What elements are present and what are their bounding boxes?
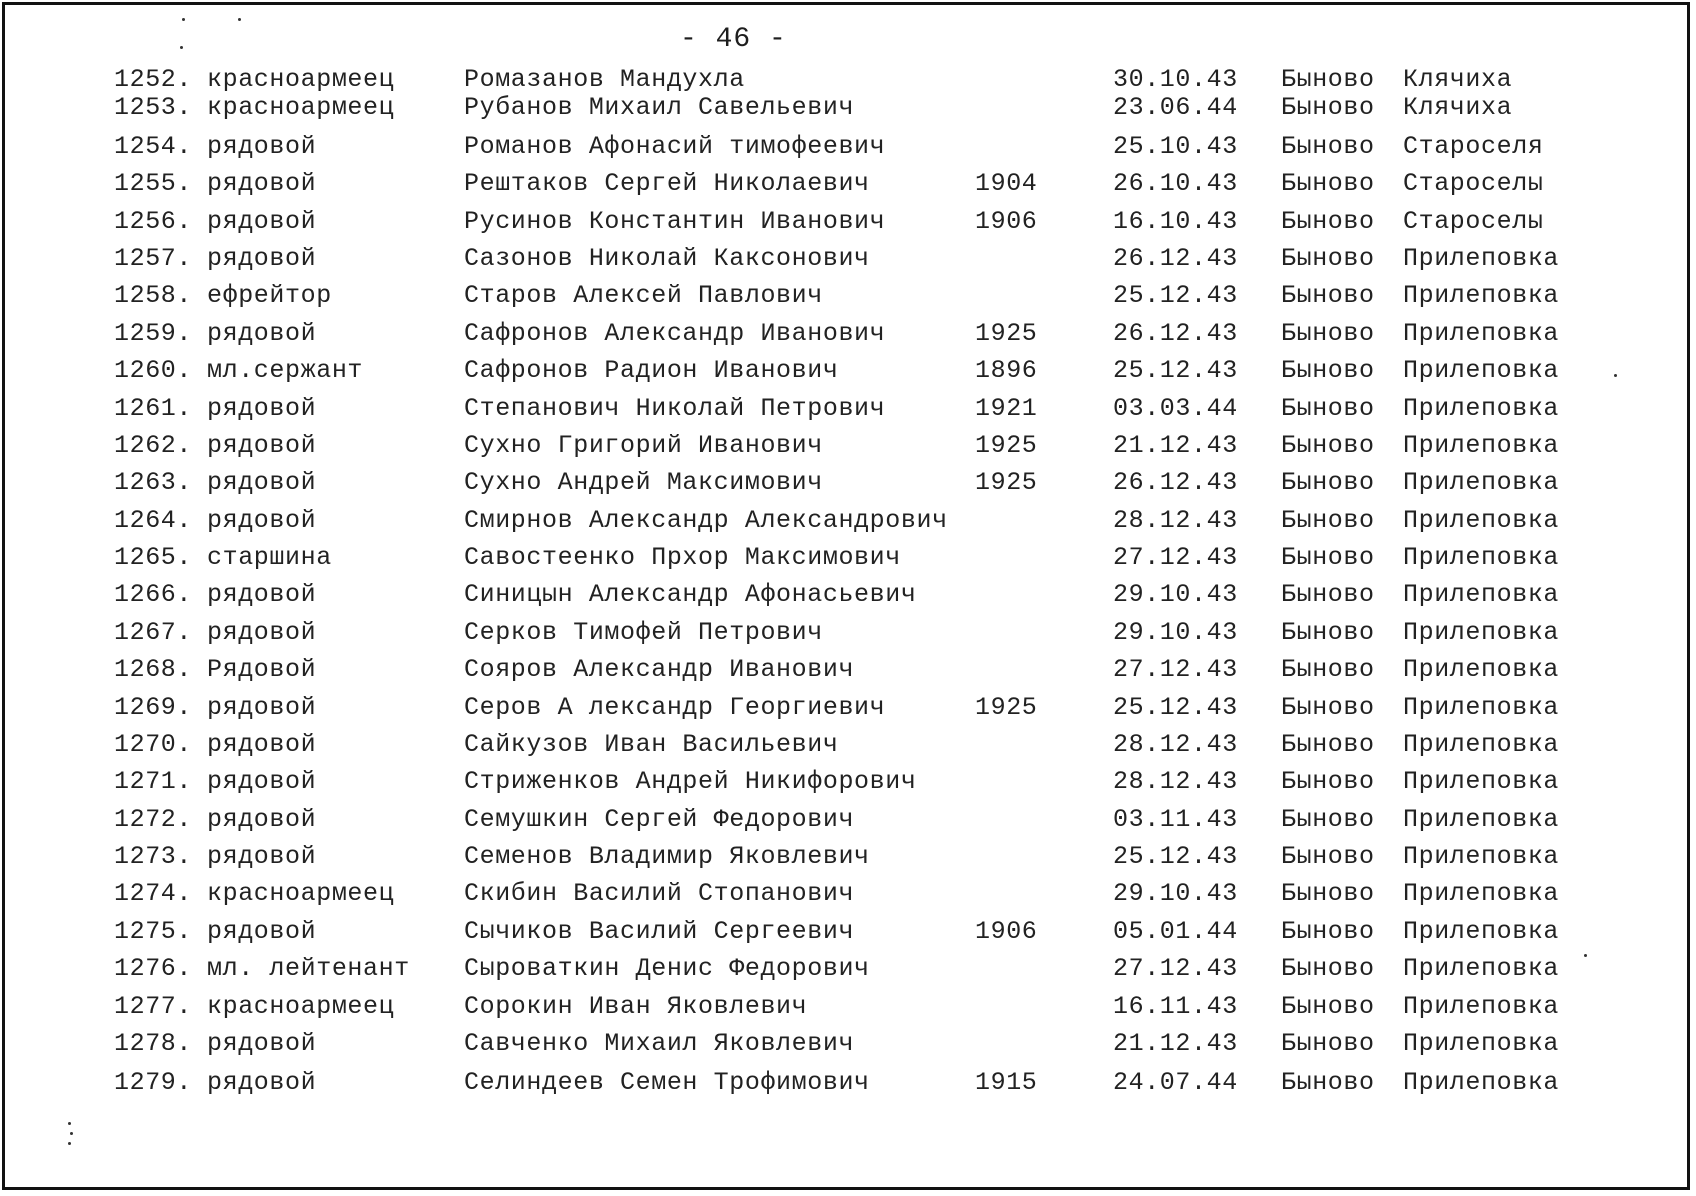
burial-place: Быново	[1281, 1029, 1375, 1058]
military-rank: старшина	[207, 543, 332, 572]
village: Прилеповка	[1403, 394, 1560, 423]
burial-place: Быново	[1281, 468, 1375, 497]
record-number: 1276.	[114, 954, 193, 983]
record-number: 1261.	[114, 394, 193, 423]
birth-year: 1925	[975, 431, 1038, 460]
full-name: Русинов Константин Иванович	[464, 207, 886, 236]
village: Прилеповка	[1403, 805, 1560, 834]
record-number: 1275.	[114, 917, 193, 946]
village: Прилеповка	[1403, 506, 1560, 535]
list-row	[0, 280, 1696, 316]
military-rank: рядовой	[207, 1029, 317, 1058]
death-date: 28.12.43	[1113, 767, 1238, 796]
scan-speck	[68, 1142, 71, 1145]
burial-place: Быново	[1281, 356, 1375, 385]
record-number: 1274.	[114, 879, 193, 908]
full-name: Сафронов Александр Иванович	[464, 319, 886, 348]
military-rank: рядовой	[207, 468, 317, 497]
scan-speck	[182, 18, 185, 21]
military-rank: мл. лейтенант	[207, 954, 410, 983]
full-name: Сазонов Николай Каксонович	[464, 244, 870, 273]
military-rank: рядовой	[207, 244, 317, 273]
birth-year: 1896	[975, 356, 1038, 385]
military-rank: рядовой	[207, 842, 317, 871]
list-row	[0, 355, 1696, 391]
death-date: 29.10.43	[1113, 879, 1238, 908]
full-name: Семушкин Сергей Федорович	[464, 805, 855, 834]
burial-place: Быново	[1281, 431, 1375, 460]
burial-place: Быново	[1281, 693, 1375, 722]
village: Прилеповка	[1403, 580, 1560, 609]
full-name: Рештаков Сергей Николаевич	[464, 169, 870, 198]
death-date: 29.10.43	[1113, 580, 1238, 609]
village: Прилеповка	[1403, 917, 1560, 946]
scan-speck	[180, 46, 183, 49]
village: Прилеповка	[1403, 319, 1560, 348]
death-date: 25.10.43	[1113, 132, 1238, 161]
burial-place: Быново	[1281, 618, 1375, 647]
burial-place: Быново	[1281, 805, 1375, 834]
village: Прилеповка	[1403, 693, 1560, 722]
full-name: Ромазанов Мандухла	[464, 65, 745, 94]
village: Прилеповка	[1403, 655, 1560, 684]
village: Прилеповка	[1403, 1029, 1560, 1058]
military-rank: рядовой	[207, 506, 317, 535]
list-row	[0, 318, 1696, 354]
record-number: 1268.	[114, 655, 193, 684]
page-number: - 46 -	[680, 24, 787, 55]
list-row	[0, 542, 1696, 578]
village: Прилеповка	[1403, 618, 1560, 647]
record-number: 1265.	[114, 543, 193, 572]
full-name: Савченко Михаил Яковлевич	[464, 1029, 855, 1058]
full-name: Семенов Владимир Яковлевич	[464, 842, 870, 871]
list-row	[0, 430, 1696, 466]
birth-year: 1921	[975, 394, 1038, 423]
full-name: Сорокин Иван Яковлевич	[464, 992, 808, 1021]
village: Клячиха	[1403, 93, 1513, 122]
military-rank: ефрейтор	[207, 281, 332, 310]
list-row	[0, 505, 1696, 541]
village: Прилеповка	[1403, 954, 1560, 983]
record-number: 1254.	[114, 132, 193, 161]
village: Прилеповка	[1403, 281, 1560, 310]
full-name: Сычиков Василий Сергеевич	[464, 917, 855, 946]
birth-year: 1906	[975, 207, 1038, 236]
list-row	[0, 729, 1696, 765]
record-number: 1263.	[114, 468, 193, 497]
full-name: Савостеенко Прхор Максимович	[464, 543, 901, 572]
list-row	[0, 131, 1696, 167]
list-row	[0, 841, 1696, 877]
record-number: 1271.	[114, 767, 193, 796]
full-name: Стриженков Андрей Никифорович	[464, 767, 917, 796]
military-rank: рядовой	[207, 917, 317, 946]
birth-year: 1906	[975, 917, 1038, 946]
village: Прилеповка	[1403, 543, 1560, 572]
list-row	[0, 991, 1696, 1027]
full-name: Синицын Александр Афонасьевич	[464, 580, 917, 609]
burial-place: Быново	[1281, 954, 1375, 983]
birth-year: 1915	[975, 1068, 1038, 1097]
death-date: 21.12.43	[1113, 1029, 1238, 1058]
burial-place: Быново	[1281, 319, 1375, 348]
burial-place: Быново	[1281, 767, 1375, 796]
full-name: Рубанов Михаил Савельевич	[464, 93, 855, 122]
military-rank: рядовой	[207, 132, 317, 161]
full-name: Скибин Василий Стопанович	[464, 879, 855, 908]
village: Прилеповка	[1403, 356, 1560, 385]
birth-year: 1904	[975, 169, 1038, 198]
burial-place: Быново	[1281, 506, 1375, 535]
death-date: 24.07.44	[1113, 1068, 1238, 1097]
village: Прилеповка	[1403, 244, 1560, 273]
village: Прилеповка	[1403, 992, 1560, 1021]
list-row	[0, 766, 1696, 802]
scan-speck	[1614, 374, 1617, 377]
military-rank: рядовой	[207, 207, 317, 236]
record-number: 1258.	[114, 281, 193, 310]
death-date: 30.10.43	[1113, 65, 1238, 94]
full-name: Степанович Николай Петрович	[464, 394, 886, 423]
record-number: 1255.	[114, 169, 193, 198]
death-date: 21.12.43	[1113, 431, 1238, 460]
list-row	[0, 617, 1696, 653]
burial-place: Быново	[1281, 65, 1375, 94]
death-date: 28.12.43	[1113, 506, 1238, 535]
list-row	[0, 393, 1696, 429]
full-name: Сыроваткин Денис Федорович	[464, 954, 870, 983]
record-number: 1264.	[114, 506, 193, 535]
military-rank: красноармеец	[207, 992, 395, 1021]
death-date: 25.12.43	[1113, 356, 1238, 385]
list-row	[0, 878, 1696, 914]
full-name: Серков Тимофей Петрович	[464, 618, 823, 647]
full-name: Сайкузов Иван Васильевич	[464, 730, 839, 759]
burial-place: Быново	[1281, 580, 1375, 609]
record-number: 1267.	[114, 618, 193, 647]
burial-place: Быново	[1281, 207, 1375, 236]
full-name: Сухно Андрей Максимович	[464, 468, 823, 497]
death-date: 27.12.43	[1113, 655, 1238, 684]
full-name: Романов Афонасий тимофеевич	[464, 132, 886, 161]
burial-place: Быново	[1281, 842, 1375, 871]
burial-place: Быново	[1281, 244, 1375, 273]
list-row	[0, 243, 1696, 279]
death-date: 25.12.43	[1113, 281, 1238, 310]
full-name: Сояров Александр Иванович	[464, 655, 855, 684]
burial-place: Быново	[1281, 394, 1375, 423]
birth-year: 1925	[975, 468, 1038, 497]
scan-speck	[1584, 954, 1587, 957]
record-number: 1256.	[114, 207, 193, 236]
military-rank: красноармеец	[207, 65, 395, 94]
record-number: 1252.	[114, 65, 193, 94]
village: Прилеповка	[1403, 468, 1560, 497]
record-number: 1266.	[114, 580, 193, 609]
military-rank: красноармеец	[207, 93, 395, 122]
death-date: 25.12.43	[1113, 842, 1238, 871]
list-row	[0, 953, 1696, 989]
scan-speck	[68, 1122, 71, 1125]
military-rank: рядовой	[207, 431, 317, 460]
full-name: Сухно Григорий Иванович	[464, 431, 823, 460]
list-row	[0, 92, 1696, 128]
burial-place: Быново	[1281, 730, 1375, 759]
death-date: 28.12.43	[1113, 730, 1238, 759]
military-rank: мл.сержант	[207, 356, 364, 385]
military-rank: рядовой	[207, 767, 317, 796]
record-number: 1269.	[114, 693, 193, 722]
village: Староселы	[1403, 207, 1544, 236]
military-rank: рядовой	[207, 805, 317, 834]
burial-place: Быново	[1281, 1068, 1375, 1097]
list-row	[0, 467, 1696, 503]
death-date: 26.12.43	[1113, 468, 1238, 497]
death-date: 23.06.44	[1113, 93, 1238, 122]
burial-place: Быново	[1281, 917, 1375, 946]
death-date: 05.01.44	[1113, 917, 1238, 946]
military-rank: рядовой	[207, 580, 317, 609]
record-number: 1259.	[114, 319, 193, 348]
list-row	[0, 654, 1696, 690]
death-date: 26.12.43	[1113, 319, 1238, 348]
military-rank: Рядовой	[207, 655, 317, 684]
village: Прилеповка	[1403, 431, 1560, 460]
full-name: Смирнов Александр Александрович	[464, 506, 948, 535]
village: Прилеповка	[1403, 730, 1560, 759]
full-name: Серов А лександр Георгиевич	[464, 693, 886, 722]
burial-place: Быново	[1281, 93, 1375, 122]
military-rank: рядовой	[207, 319, 317, 348]
list-row	[0, 1067, 1696, 1103]
burial-place: Быново	[1281, 169, 1375, 198]
list-row	[0, 168, 1696, 204]
full-name: Селиндеев Семен Трофимович	[464, 1068, 870, 1097]
scan-speck	[70, 1132, 73, 1135]
military-rank: рядовой	[207, 394, 317, 423]
record-number: 1272.	[114, 805, 193, 834]
record-number: 1260.	[114, 356, 193, 385]
death-date: 27.12.43	[1113, 954, 1238, 983]
list-row	[0, 1028, 1696, 1064]
record-number: 1257.	[114, 244, 193, 273]
village: Староселя	[1403, 132, 1544, 161]
village: Клячиха	[1403, 65, 1513, 94]
death-date: 03.03.44	[1113, 394, 1238, 423]
burial-place: Быново	[1281, 281, 1375, 310]
military-rank: рядовой	[207, 730, 317, 759]
record-number: 1273.	[114, 842, 193, 871]
list-row	[0, 804, 1696, 840]
burial-place: Быново	[1281, 543, 1375, 572]
village: Староселы	[1403, 169, 1544, 198]
burial-place: Быново	[1281, 992, 1375, 1021]
record-number: 1270.	[114, 730, 193, 759]
village: Прилеповка	[1403, 767, 1560, 796]
village: Прилеповка	[1403, 1068, 1560, 1097]
death-date: 29.10.43	[1113, 618, 1238, 647]
military-rank: рядовой	[207, 169, 317, 198]
record-number: 1278.	[114, 1029, 193, 1058]
record-number: 1277.	[114, 992, 193, 1021]
death-date: 27.12.43	[1113, 543, 1238, 572]
list-row	[0, 206, 1696, 242]
death-date: 25.12.43	[1113, 693, 1238, 722]
burial-place: Быново	[1281, 655, 1375, 684]
list-row	[0, 692, 1696, 728]
birth-year: 1925	[975, 319, 1038, 348]
list-row	[0, 916, 1696, 952]
record-number: 1262.	[114, 431, 193, 460]
village: Прилеповка	[1403, 842, 1560, 871]
military-rank: рядовой	[207, 693, 317, 722]
village: Прилеповка	[1403, 879, 1560, 908]
death-date: 26.12.43	[1113, 244, 1238, 273]
death-date: 16.10.43	[1113, 207, 1238, 236]
scan-speck	[238, 18, 241, 21]
death-date: 26.10.43	[1113, 169, 1238, 198]
military-rank: красноармеец	[207, 879, 395, 908]
military-rank: рядовой	[207, 618, 317, 647]
death-date: 16.11.43	[1113, 992, 1238, 1021]
death-date: 03.11.43	[1113, 805, 1238, 834]
full-name: Сафронов Радион Иванович	[464, 356, 839, 385]
full-name: Старов Алексей Павлович	[464, 281, 823, 310]
record-number: 1253.	[114, 93, 193, 122]
record-number: 1279.	[114, 1068, 193, 1097]
list-row	[0, 579, 1696, 615]
military-rank: рядовой	[207, 1068, 317, 1097]
burial-place: Быново	[1281, 879, 1375, 908]
burial-place: Быново	[1281, 132, 1375, 161]
birth-year: 1925	[975, 693, 1038, 722]
